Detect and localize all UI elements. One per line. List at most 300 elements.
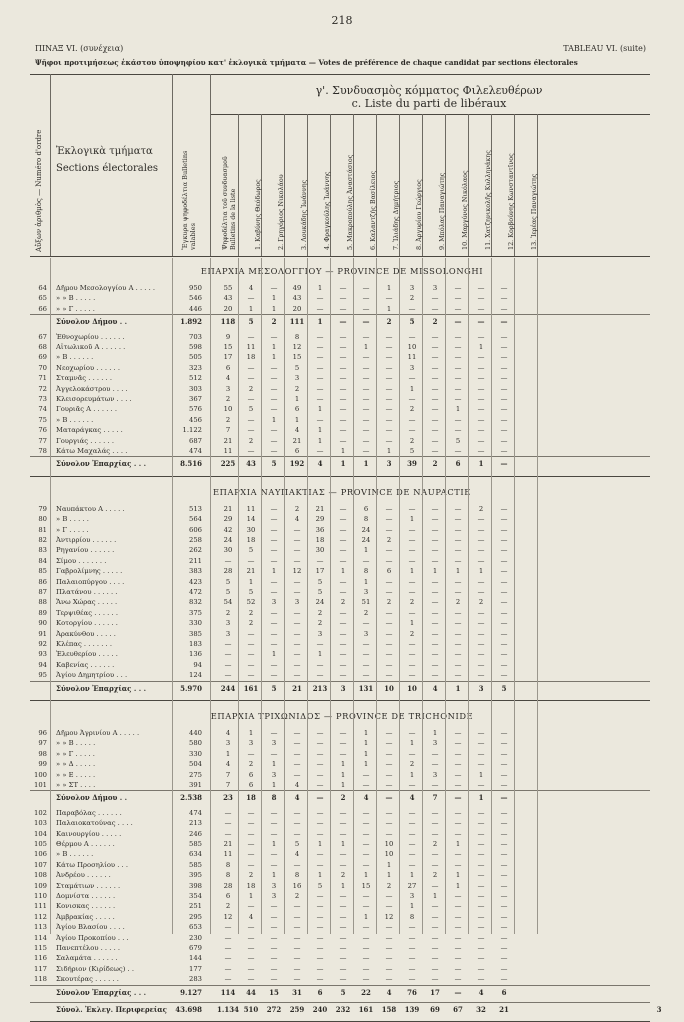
vote-cell: 30 [246,525,256,534]
vote-cell: — [316,739,324,748]
vote-cell: — [477,556,485,565]
section-name: Ναυπάκτου Α . . . . . [56,504,125,513]
vote-cell: 17 [315,567,325,576]
vote-cell: — [500,353,508,362]
vote-cell: 4 [294,793,300,803]
vote-cell: 4 [294,426,300,435]
valid-ballots: 398 [189,881,202,890]
vote-cell: — [477,546,485,555]
vote-cell: — [316,892,324,900]
vote-cell: — [293,546,301,555]
vote-cell: — [500,384,508,393]
vote-cell: 3 [271,739,277,748]
vote-cell: — [362,374,370,383]
vote-cell: — [477,933,485,942]
vote-cell: 5 [294,363,300,372]
table-row [0,395,684,405]
vote-cell: — [477,840,485,848]
vote-cell: 12 [292,343,302,351]
vote-cell: — [224,671,232,680]
body-col-divider [445,258,446,934]
vote-cell: 1 [248,892,254,900]
total-row [0,1005,684,1015]
table-row [0,861,684,871]
vote-cell: — [362,850,370,859]
total-row [0,459,684,469]
vote-cell: — [431,353,439,362]
valid-ballots: 251 [189,902,202,911]
vote-cell: 11 [246,343,256,351]
vote-cell: 2 [225,608,231,617]
vote-cell: — [316,781,324,789]
vote-cell: 192 [289,459,305,469]
valid-ballots: 512 [189,374,202,383]
vote-cell: 2 [225,395,231,403]
vote-cell: 3 [432,284,438,292]
vote-cell: 1 [432,892,438,900]
section-name: Ἁγίου Δημητρίου . . . [56,671,128,680]
vote-cell: — [339,588,347,596]
vote-cell: 1 [432,567,438,576]
valid-ballots: 585 [189,840,202,848]
table-row [0,902,684,912]
col-divider [172,74,173,256]
row-number: 97 [38,739,47,748]
body-col-divider [376,258,377,934]
vote-cell: — [293,860,301,869]
vote-cell: 1 [409,384,415,393]
table-row [0,630,684,640]
vote-cell: — [500,902,508,911]
vote-cell: — [339,729,347,737]
vote-cell: — [385,892,393,900]
vote-cell: — [477,819,485,828]
row-number: 114 [34,933,47,942]
section-name: Θέρμου Α . . . . . . [56,840,115,848]
vote-cell: 1 [363,912,369,921]
vote-cell: 1 [271,781,277,789]
vote-cell: 1 [340,781,346,789]
table-row [0,840,684,850]
vote-cell: — [454,933,462,942]
vote-cell: — [293,902,301,911]
vote-cell: — [339,860,347,869]
vote-cell: — [500,294,508,303]
row-number: 81 [38,525,47,534]
vote-cell: — [247,640,255,648]
vote-cell: — [247,660,255,669]
vote-cell: 3 [409,284,415,292]
vote-cell: — [431,912,439,921]
vote-cell: — [500,923,508,932]
vote-cell: 6 [363,504,369,513]
vote-cell: 158 [381,1005,397,1014]
vote-cell: — [339,749,347,758]
vote-cell: — [500,619,508,628]
vote-cell: — [454,415,462,424]
vote-cell: — [339,640,347,648]
row-number: 107 [34,860,47,869]
vote-cell: — [270,729,278,737]
vote-cell: — [500,793,508,803]
valid-header: Ἔγκυρα ψηφοδέλτια Bulletins valables [181,150,197,250]
row-number: 82 [38,536,47,544]
vote-cell: 1 [455,871,461,880]
vote-cell: 3 [340,683,346,693]
vote-cell: — [477,415,485,424]
vote-cell: 4 [225,374,231,383]
vote-cell: 1 [386,871,392,880]
vote-cell: — [500,515,508,524]
row-number: 101 [34,781,47,789]
vote-cell: 18 [246,881,256,890]
vote-cell: — [339,933,347,942]
table-row [0,526,684,536]
row-number: 79 [38,504,47,513]
vote-cell: 31 [292,987,302,997]
body-col-divider [399,258,400,934]
party-title-gr: γ'. Συνδυασμὸς κόμματος Φιλελευθέρων [315,84,543,97]
vote-cell: 1 [248,304,254,313]
vote-cell: — [454,912,462,921]
valid-ballots: 634 [189,850,202,859]
vote-cell: — [408,933,416,942]
vote-cell: — [454,987,462,997]
section-name: » Β . . . . . . [56,353,94,362]
section-name: Τερψιθέας . . . . . . [56,608,118,617]
vote-cell: — [247,374,255,383]
vote-cell: 1 [248,729,254,737]
vote-cell: — [477,577,485,586]
body-col-divider [514,258,515,934]
vote-cell: 21 [223,840,233,848]
vote-cell: 1 [363,749,369,758]
section-name: » » Β . . . . . [56,739,96,748]
vote-cell: — [247,332,255,341]
vote-cell: — [454,447,462,455]
vote-cell: — [339,650,347,659]
vote-cell: — [316,343,324,351]
row-number: 84 [38,556,47,565]
vote-cell: 3 [409,363,415,372]
vote-cell: 1 [248,577,254,586]
vote-cell: 4 [478,987,484,997]
vote-cell: 28 [223,567,233,576]
valid-ballots: 295 [189,912,202,921]
vote-cell: — [431,808,439,817]
vote-cell: 1 [317,650,323,659]
vote-cell: 51 [361,598,371,607]
vote-cell: 1 [363,729,369,737]
vote-cell: — [339,395,347,403]
vote-cell: — [339,343,347,351]
valid-ballots: 383 [189,567,202,576]
vote-cell: — [339,954,347,963]
candidate-header: 9. Μπόλας Παναγιώτης [438,172,446,250]
vote-cell: — [270,660,278,669]
table-row [0,546,684,556]
total-row [0,988,684,998]
vote-cell: — [385,405,393,414]
vote-cell: — [431,556,439,565]
vote-cell: — [500,944,508,952]
section-name: Σίμου . . . . . . . [56,556,107,565]
valid-ballots: 546 [189,294,202,303]
vote-cell: 4 [248,912,254,921]
vote-cell: 3 [317,629,323,638]
vote-cell: — [293,650,301,659]
vote-cell: — [385,629,393,638]
vote-cell: — [500,608,508,617]
vote-cell: — [339,975,347,984]
vote-cell: — [270,447,278,455]
section-name: Καβενίας . . . . . . [56,660,115,669]
vote-cell: — [477,975,485,984]
valid-ballots: 354 [189,892,202,900]
vote-cell: — [339,850,347,859]
vote-cell: 7 [225,781,231,789]
vote-cell: 3 [409,892,415,900]
vote-cell: — [408,504,416,513]
section-name: Σύνολον Ἐπαρχίας . . . [56,987,147,997]
valid-ballots: 653 [189,923,202,932]
vote-cell: 1 [455,567,461,576]
vote-cell: 1 [386,304,392,313]
vote-cell: — [293,739,301,748]
vote-cell: — [500,405,508,414]
vote-cell: — [500,881,508,890]
candidate-header: 7. Ἰλιάδης Δημήτριος [392,180,400,250]
vote-cell: — [247,829,255,838]
vote-cell: — [224,556,232,565]
vote-cell: — [316,556,324,565]
vote-cell: — [224,808,232,817]
vote-cell: — [293,577,301,586]
vote-cell: — [339,964,347,973]
vote-cell: 4 [432,683,438,693]
section-name: Ἁγίου Προκοπίου . . . [56,933,129,942]
body-col-divider [307,258,308,934]
row-number: 76 [38,426,47,435]
vote-cell: — [247,975,255,984]
section-name: » Β . . . . . . [56,850,94,859]
col-divider [50,74,51,256]
vote-cell: — [454,546,462,555]
vote-cell: — [270,964,278,973]
vote-cell: 1.134 [217,1005,239,1014]
body-col-divider [468,258,469,934]
vote-cell: — [385,415,393,424]
province-heading: ΕΠΑΡΧΙΑ ΤΡΙΧΩΝΙΔΟΣ — PROVINCE DE TRICHONIDE [210,711,474,721]
vote-cell: 1 [271,294,277,303]
vote-cell: 1 [317,317,323,327]
vote-cell: — [293,933,301,942]
vote-cell: — [339,304,347,313]
vote-cell: 3 [294,598,300,607]
vote-cell: — [431,640,439,648]
vote-cell: — [408,975,416,984]
vote-cell: 6 [248,770,254,779]
vote-cell: — [477,447,485,455]
vote-cell: 118 [220,317,236,327]
vote-cell: — [431,426,439,435]
vote-cell: — [477,671,485,680]
vote-cell: 21 [315,504,325,513]
vote-cell: — [270,902,278,911]
row-number: 83 [38,546,47,555]
vote-cell: — [477,912,485,921]
vote-cell: 6 [294,405,300,414]
vote-cell: — [270,619,278,628]
candidate-header: 1. Καβύνης Θεόδωρος [254,179,262,250]
vote-cell: — [477,515,485,524]
vote-cell: — [431,619,439,628]
vote-cell: — [431,332,439,341]
valid-ballots: 446 [189,304,202,313]
table-row [0,557,684,567]
vote-cell: — [362,902,370,911]
table-row [0,729,684,739]
vote-cell: — [293,770,301,779]
vote-cell: — [316,819,324,828]
vote-cell: — [500,459,508,469]
vote-cell: — [454,374,462,383]
vote-cell: 2 [317,619,323,628]
vote-cell: — [247,426,255,435]
table-row [0,515,684,525]
section-name: » Β . . . . . . [56,415,94,424]
vote-cell: — [454,860,462,869]
section-name: Κονισκας . . . . . . [56,902,116,911]
row-number: 94 [38,660,47,669]
vote-cell: — [477,808,485,817]
total-rule [30,681,650,682]
vote-cell: — [500,374,508,383]
vote-cell: — [500,871,508,880]
vote-cell: 2 [363,608,369,617]
vote-cell: — [385,353,393,362]
vote-cell: — [247,556,255,565]
vote-cell: — [362,405,370,414]
vote-cell: — [385,739,393,748]
vote-cell: — [247,933,255,942]
vote-cell: — [500,525,508,534]
vote-cell: — [385,546,393,555]
table-row [0,505,684,515]
vote-cell: — [362,819,370,828]
vote-cell: — [339,317,347,327]
vote-cell: — [362,964,370,973]
vote-cell: 2 [340,793,346,803]
vote-cell: 6 [225,363,231,372]
section-name: » » Γ . . . . . [56,749,95,758]
vote-cell: 161 [243,683,259,693]
body-col-divider [330,258,331,934]
vote-cell: — [339,819,347,828]
vote-cell: — [247,749,255,758]
valid-ballots: 144 [189,954,202,963]
section-name: » » Δ . . . . . [56,760,96,769]
vote-cell: — [339,504,347,513]
vote-cell: — [408,577,416,586]
vote-cell: 49 [292,284,302,292]
vote-cell: — [224,944,232,952]
vote-cell: — [270,525,278,534]
vote-cell: — [408,426,416,435]
vote-cell: 1 [340,567,346,576]
valid-ballots: 474 [189,447,202,455]
vote-cell: — [224,964,232,973]
valid-ballots: 950 [189,284,202,292]
vote-cell: — [339,415,347,424]
vote-cell: — [224,829,232,838]
vote-cell: — [408,546,416,555]
vote-cell: — [500,426,508,435]
row-number: 93 [38,650,47,659]
vote-cell: 3 [225,629,231,638]
section-name: Κοτοργίου . . . . . . [56,619,118,628]
vote-cell: 10 [384,840,394,848]
row-number: 71 [38,374,47,383]
vote-cell: — [293,923,301,932]
vote-cell: — [477,954,485,963]
vote-cell: 1 [317,405,323,414]
row-number: 106 [34,850,47,859]
section-name: Ἀρακύνθου . . . . . [56,629,116,638]
vote-cell: 15 [223,343,233,351]
section-name: » » ΣΤ . . . . [56,781,96,789]
table-row [0,934,684,944]
row-number: 112 [34,912,47,921]
vote-cell: — [477,923,485,932]
vote-cell: 5 [501,683,507,693]
vote-cell: — [247,964,255,973]
vote-cell: 1 [271,840,277,848]
vote-cell: 5 [271,683,277,693]
row-number: 89 [38,608,47,617]
vote-cell: — [293,954,301,963]
vote-cell: — [431,598,439,607]
vote-cell: 1 [432,729,438,737]
vote-cell: — [454,760,462,769]
row-number: 73 [38,395,47,403]
vote-cell: 5 [317,881,323,890]
vote-cell: — [454,353,462,362]
vote-cell: 3 [363,629,369,638]
vote-cell: 18 [246,793,256,803]
vote-cell: 5 [455,436,461,445]
table-row [0,830,684,840]
valid-ballots: 513 [189,504,202,513]
vote-cell: — [339,284,347,292]
vote-cell: — [500,447,508,455]
vote-cell: 1 [363,459,369,469]
vote-cell: — [500,436,508,445]
vote-cell: — [385,729,393,737]
vote-cell: 3 [225,384,231,393]
vote-cell: — [385,760,393,769]
vote-cell: 1 [478,770,484,779]
table-row [0,588,684,598]
vote-cell: — [500,284,508,292]
vote-cell: 1 [455,405,461,414]
row-number: 74 [38,405,47,414]
row-number: 105 [34,840,47,848]
vote-cell: — [270,515,278,524]
vote-cell: — [477,588,485,596]
vote-cell: — [224,650,232,659]
section-name: Ἐθνοχωρίου . . . . . . [56,332,125,341]
